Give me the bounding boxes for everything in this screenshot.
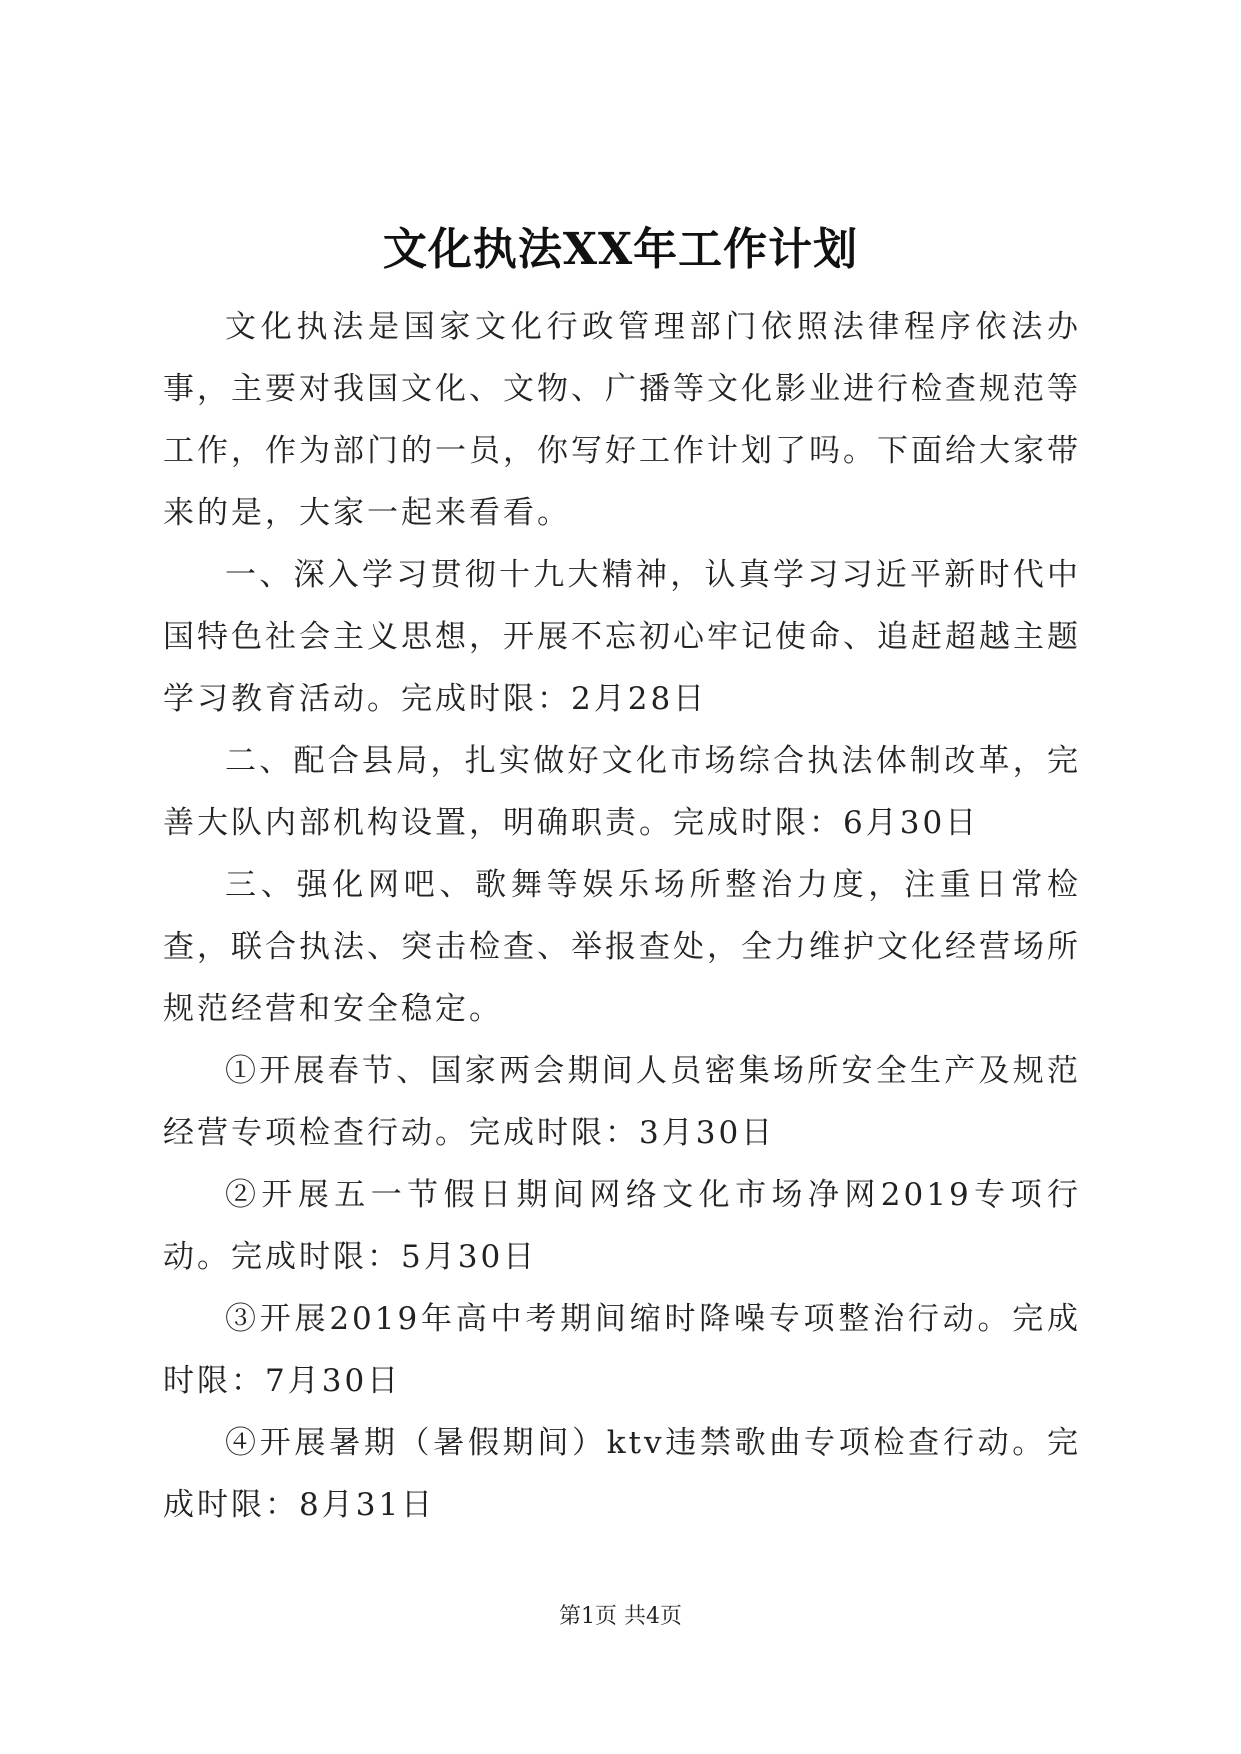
document-title: 文化执法XX年工作计划 [382, 224, 859, 275]
page-footer: 第1页 共4页 [559, 1604, 682, 1629]
item-paragraph-2: 二、配合县局，扎实做好文化市场综合执法体制改革，完善大队内部机构设置，明确职责。完成时限：6月30日 [163, 743, 1081, 841]
subitem-paragraph-2: ②开展五一节假日期间网络文化市场净网2019专项行动。完成时限：5月30日 [163, 1177, 1081, 1275]
item-paragraph-1: 一、深入学习贯彻十九大精神，认真学习习近平新时代中国特色社会主义思想，开展不忘初心牢记使命、追赶超越主题学习教育活动。完成时限：2月28日 [163, 557, 1081, 717]
intro-paragraph: 文化执法是国家文化行政管理部门依照法律程序依法办事，主要对我国文化、文物、广播等文化影业进行检查规范等工作，作为部门的一员，你写好工作计划了吗。下面给大家带来的是，大家一起来看看。 [163, 309, 1081, 531]
item-paragraph-3: 三、强化网吧、歌舞等娱乐场所整治力度，注重日常检查，联合执法、突击检查、举报查处，全力维护文化经营场所规范经营和安全稳定。 [163, 867, 1081, 1027]
document-body [163, 296, 1081, 1536]
subitem-paragraph-1: ①开展春节、国家两会期间人员密集场所安全生产及规范经营专项检查行动。完成时限：3月30日 [163, 1053, 1081, 1151]
subitem-paragraph-4: ④开展暑期（暑假期间）ktv违禁歌曲专项检查行动。完成时限：8月31日 [163, 1425, 1081, 1523]
subitem-paragraph-3: ③开展2019年高中考期间缩时降噪专项整治行动。完成时限：7月30日 [163, 1301, 1081, 1399]
